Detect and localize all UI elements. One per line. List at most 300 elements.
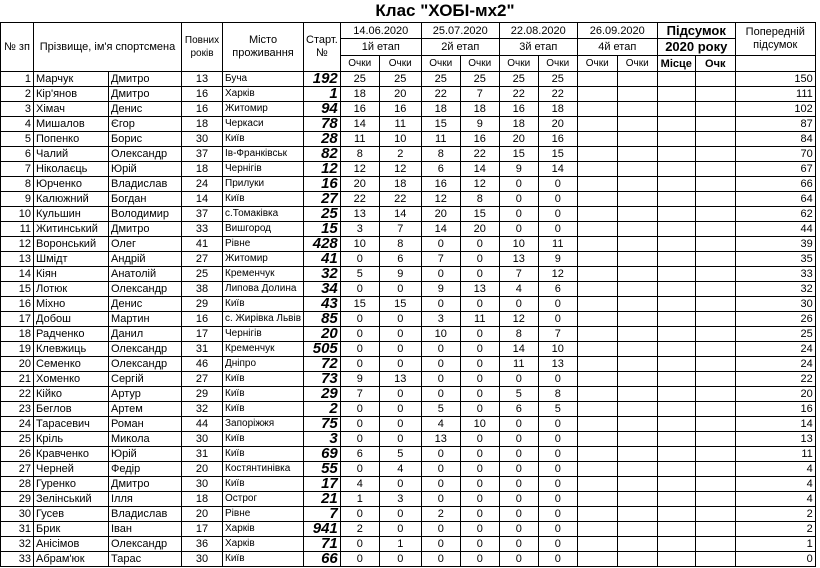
row-stage1-pts-a: 0 [340,312,379,327]
row-city: Острог [223,492,304,507]
row-stage4-pts-b [617,462,657,477]
row-previous-total: 102 [735,102,815,117]
row-city: Харків [223,87,304,102]
row-summary-place [657,402,695,417]
row-stage2-pts-b: 7 [460,87,499,102]
row-stage1-pts-a: 0 [340,252,379,267]
row-stage3-pts-b: 0 [538,297,577,312]
row-num: 17 [1,312,34,327]
row-stage4-pts-a [577,447,617,462]
row-stage4-pts-b [617,432,657,447]
row-summary-place [657,102,695,117]
row-surname: Воронський [34,237,109,252]
row-stage2-pts-a: 25 [421,72,460,87]
row-stage3-pts-a: 0 [499,447,538,462]
row-stage3-pts-b: 7 [538,327,577,342]
row-stage1-pts-a: 0 [340,462,379,477]
row-stage4-pts-b [617,372,657,387]
row-stage1-pts-b: 20 [379,87,421,102]
row-summary-points [695,312,735,327]
row-stage3-pts-b: 5 [538,402,577,417]
row-age: 29 [182,387,223,402]
row-stage3-pts-a: 0 [499,177,538,192]
row-stage1-pts-b: 14 [379,207,421,222]
row-surname: Хімач [34,102,109,117]
row-stage4-pts-a [577,462,617,477]
row-num: 29 [1,492,34,507]
row-surname: Кір'янов [34,87,109,102]
row-stage1-pts-a: 0 [340,342,379,357]
row-num: 7 [1,162,34,177]
row-summary-points [695,117,735,132]
row-city: Харків [223,522,304,537]
row-stage4-pts-a [577,357,617,372]
row-summary-place [657,462,695,477]
row-num: 10 [1,207,34,222]
row-stage3-pts-a: 7 [499,267,538,282]
row-stage3-pts-a: 4 [499,282,538,297]
table-row [1,462,816,477]
row-stage4-pts-a [577,537,617,552]
row-stage1-pts-a: 2 [340,522,379,537]
row-start-number: 82 [304,147,341,162]
row-summary-place [657,372,695,387]
row-firstname: Сергій [109,372,182,387]
row-stage4-pts-b [617,312,657,327]
row-stage2-pts-a: 4 [421,417,460,432]
row-start-number: 55 [304,462,341,477]
row-stage4-pts-b [617,102,657,117]
table-row [1,492,816,507]
row-summary-points [695,102,735,117]
row-stage2-pts-a: 12 [421,192,460,207]
row-previous-total: 111 [735,87,815,102]
row-stage2-pts-a: 0 [421,387,460,402]
row-stage2-pts-a: 18 [421,102,460,117]
row-start-number: 73 [304,372,341,387]
row-surname: Житинський [34,222,109,237]
row-age: 30 [182,552,223,567]
row-summary-points [695,522,735,537]
header-start: Старт. № [304,23,341,72]
row-summary-place [657,267,695,282]
row-city: Житомир [223,252,304,267]
table-row [1,87,816,102]
row-stage1-pts-b: 18 [379,177,421,192]
row-stage1-pts-a: 4 [340,477,379,492]
row-city: Житомир [223,102,304,117]
row-stage4-pts-b [617,162,657,177]
row-city: с. Жирівка Львів [223,312,304,327]
row-age: 30 [182,432,223,447]
row-summary-points [695,477,735,492]
row-stage3-pts-a: 0 [499,297,538,312]
row-stage4-pts-a [577,162,617,177]
row-age: 29 [182,297,223,312]
row-num: 33 [1,552,34,567]
row-summary-place [657,552,695,567]
table-row [1,327,816,342]
row-stage3-pts-b: 11 [538,237,577,252]
row-stage2-pts-b: 0 [460,357,499,372]
row-stage3-pts-b: 10 [538,342,577,357]
row-stage3-pts-a: 13 [499,252,538,267]
row-stage1-pts-a: 5 [340,267,379,282]
row-age: 16 [182,87,223,102]
row-previous-total: 150 [735,72,815,87]
row-num: 5 [1,132,34,147]
row-stage3-pts-a: 8 [499,327,538,342]
row-stage1-pts-a: 8 [340,147,379,162]
row-num: 12 [1,237,34,252]
row-age: 18 [182,117,223,132]
row-stage1-pts-a: 25 [340,72,379,87]
row-stage2-pts-b: 0 [460,552,499,567]
row-stage1-pts-a: 10 [340,237,379,252]
row-stage2-pts-b: 25 [460,72,499,87]
row-stage2-pts-a: 22 [421,87,460,102]
row-firstname: Дмитро [109,477,182,492]
row-stage4-pts-a [577,132,617,147]
row-stage3-pts-b: 14 [538,162,577,177]
row-stage3-pts-b: 0 [538,492,577,507]
row-age: 41 [182,237,223,252]
row-stage2-pts-a: 0 [421,357,460,372]
header-points: Очки [577,56,617,72]
row-stage2-pts-a: 5 [421,402,460,417]
row-stage3-pts-b: 0 [538,447,577,462]
row-age: 46 [182,357,223,372]
row-stage3-pts-b: 18 [538,102,577,117]
row-stage3-pts-a: 10 [499,237,538,252]
row-stage4-pts-a [577,282,617,297]
row-summary-place [657,327,695,342]
row-start-number: 69 [304,447,341,462]
row-previous-total: 44 [735,222,815,237]
row-stage2-pts-a: 0 [421,552,460,567]
row-age: 16 [182,102,223,117]
table-row [1,477,816,492]
row-surname: Кульшин [34,207,109,222]
row-previous-total: 1 [735,537,815,552]
row-stage2-pts-b: 12 [460,177,499,192]
row-surname: Черней [34,462,109,477]
row-stage3-pts-a: 0 [499,492,538,507]
row-num: 6 [1,147,34,162]
table-row [1,387,816,402]
row-num: 1 [1,72,34,87]
row-stage2-pts-a: 0 [421,462,460,477]
row-num: 8 [1,177,34,192]
row-stage4-pts-a [577,222,617,237]
row-stage1-pts-b: 0 [379,282,421,297]
row-start-number: 12 [304,162,341,177]
row-stage4-pts-b [617,297,657,312]
row-city: Київ [223,402,304,417]
row-previous-total: 35 [735,252,815,267]
row-surname: Кріль [34,432,109,447]
row-start-number: 41 [304,252,341,267]
row-city: Київ [223,552,304,567]
row-stage1-pts-b: 10 [379,132,421,147]
row-stage3-pts-a: 0 [499,372,538,387]
row-firstname: Данил [109,327,182,342]
row-num: 23 [1,402,34,417]
row-stage1-pts-b: 6 [379,252,421,267]
row-summary-place [657,357,695,372]
row-stage3-pts-b: 0 [538,222,577,237]
header-age: Повних років [182,23,223,72]
row-stage3-pts-b: 20 [538,117,577,132]
row-stage4-pts-b [617,552,657,567]
row-stage2-pts-a: 0 [421,522,460,537]
row-stage2-pts-a: 0 [421,237,460,252]
row-stage1-pts-b: 0 [379,402,421,417]
row-previous-total: 67 [735,162,815,177]
row-stage1-pts-a: 20 [340,177,379,192]
row-stage3-pts-b: 16 [538,132,577,147]
header-points: Очки [421,56,460,72]
row-stage4-pts-a [577,177,617,192]
table-row [1,522,816,537]
row-stage2-pts-a: 7 [421,252,460,267]
row-start-number: 43 [304,297,341,312]
row-stage2-pts-b: 11 [460,312,499,327]
row-stage2-pts-b: 16 [460,132,499,147]
row-start-number: 428 [304,237,341,252]
row-city: Київ [223,192,304,207]
row-age: 36 [182,537,223,552]
row-stage1-pts-b: 0 [379,507,421,522]
row-stage4-pts-b [617,387,657,402]
row-firstname: Дмитро [109,222,182,237]
row-stage3-pts-a: 14 [499,342,538,357]
row-stage3-pts-a: 0 [499,192,538,207]
row-surname: Клевжиць [34,342,109,357]
row-stage4-pts-b [617,177,657,192]
row-stage3-pts-b: 6 [538,282,577,297]
row-previous-total: 20 [735,387,815,402]
row-stage4-pts-a [577,267,617,282]
row-stage2-pts-a: 0 [421,372,460,387]
table-row [1,162,816,177]
row-firstname: Тарас [109,552,182,567]
row-city: Запоріжжя [223,417,304,432]
row-previous-total: 4 [735,477,815,492]
table-row [1,207,816,222]
row-previous-total: 2 [735,507,815,522]
row-stage3-pts-a: 0 [499,207,538,222]
row-stage1-pts-b: 2 [379,147,421,162]
row-summary-place [657,537,695,552]
row-start-number: 7 [304,507,341,522]
row-summary-place [657,177,695,192]
table-row [1,222,816,237]
row-city: Прилуки [223,177,304,192]
header-place: Місце [657,56,695,72]
row-previous-total: 66 [735,177,815,192]
row-age: 20 [182,462,223,477]
row-summary-place [657,417,695,432]
row-start-number: 78 [304,117,341,132]
row-surname: Калюжний [34,192,109,207]
row-start-number: 75 [304,417,341,432]
row-stage1-pts-a: 0 [340,507,379,522]
row-surname: Міхно [34,297,109,312]
row-city: Чернігів [223,162,304,177]
row-stage2-pts-a: 0 [421,342,460,357]
row-stage4-pts-b [617,72,657,87]
row-stage3-pts-b: 15 [538,147,577,162]
row-stage1-pts-a: 0 [340,537,379,552]
row-firstname: Дмитро [109,87,182,102]
row-stage2-pts-b: 15 [460,207,499,222]
row-summary-place [657,72,695,87]
row-stage1-pts-a: 15 [340,297,379,312]
header-stage1: 1й етап [340,39,421,56]
row-previous-total: 25 [735,327,815,342]
row-summary-place [657,297,695,312]
row-surname: Ніколаєць [34,162,109,177]
row-summary-points [695,222,735,237]
row-stage4-pts-a [577,297,617,312]
row-summary-points [695,267,735,282]
row-firstname: Артем [109,402,182,417]
row-stage4-pts-b [617,117,657,132]
header-points: Очки [538,56,577,72]
table-row [1,447,816,462]
table-row [1,432,816,447]
row-stage2-pts-b: 0 [460,267,499,282]
header-summary-title: Підсумок [657,23,735,39]
row-stage4-pts-a [577,522,617,537]
row-start-number: 15 [304,222,341,237]
row-stage4-pts-a [577,327,617,342]
row-stage1-pts-b: 0 [379,432,421,447]
row-city: Дніпро [223,357,304,372]
row-stage3-pts-b: 0 [538,372,577,387]
row-stage4-pts-b [617,252,657,267]
row-city: Кременчук [223,342,304,357]
row-stage2-pts-b: 0 [460,252,499,267]
row-stage1-pts-b: 11 [379,117,421,132]
row-firstname: Богдан [109,192,182,207]
row-stage3-pts-b: 0 [538,432,577,447]
row-stage1-pts-b: 0 [379,417,421,432]
table-row [1,552,816,567]
row-previous-total: 4 [735,492,815,507]
row-previous-total: 84 [735,132,815,147]
row-age: 37 [182,207,223,222]
row-city: Черкаси [223,117,304,132]
row-summary-points [695,297,735,312]
row-stage3-pts-b: 22 [538,87,577,102]
row-surname: Гуренко [34,477,109,492]
row-firstname: Андрій [109,252,182,267]
table-row [1,192,816,207]
row-stage3-pts-a: 18 [499,117,538,132]
row-city: Київ [223,477,304,492]
table-title: Клас "ХОБІ-мх2" [375,1,515,20]
row-num: 19 [1,342,34,357]
row-city: с.Томаківка [223,207,304,222]
row-firstname: Олександр [109,282,182,297]
row-summary-points [695,252,735,267]
row-stage1-pts-a: 9 [340,372,379,387]
row-firstname: Олександр [109,537,182,552]
row-stage1-pts-a: 22 [340,192,379,207]
row-stage2-pts-a: 13 [421,432,460,447]
row-summary-points [695,87,735,102]
row-firstname: Мартин [109,312,182,327]
row-stage2-pts-b: 0 [460,522,499,537]
row-surname: Кравченко [34,447,109,462]
row-stage1-pts-b: 0 [379,357,421,372]
row-start-number: 2 [304,402,341,417]
row-num: 18 [1,327,34,342]
row-stage4-pts-a [577,147,617,162]
row-age: 31 [182,342,223,357]
row-stage4-pts-b [617,492,657,507]
row-summary-place [657,222,695,237]
row-city: Ів-Франківськ [223,147,304,162]
row-surname: Тарасевич [34,417,109,432]
row-surname: Мишалов [34,117,109,132]
row-stage1-pts-a: 7 [340,387,379,402]
row-summary-points [695,237,735,252]
row-stage4-pts-a [577,402,617,417]
row-summary-points [695,432,735,447]
row-surname: Марчук [34,72,109,87]
row-stage2-pts-b: 0 [460,297,499,312]
row-stage4-pts-b [617,282,657,297]
row-surname: Попенко [34,132,109,147]
row-previous-total: 4 [735,462,815,477]
row-start-number: 71 [304,537,341,552]
header-stage1-date: 14.06.2020 [340,23,421,39]
row-summary-points [695,537,735,552]
row-stage2-pts-b: 13 [460,282,499,297]
row-stage1-pts-a: 18 [340,87,379,102]
header-stage3: 3й етап [499,39,577,56]
row-previous-total: 26 [735,312,815,327]
row-summary-place [657,282,695,297]
row-firstname: Олег [109,237,182,252]
row-stage1-pts-b: 22 [379,192,421,207]
row-stage2-pts-b: 0 [460,477,499,492]
table-row [1,402,816,417]
row-firstname: Дмитро [109,72,182,87]
row-firstname: Артур [109,387,182,402]
row-stage4-pts-a [577,477,617,492]
row-previous-total: 24 [735,357,815,372]
row-stage1-pts-b: 0 [379,387,421,402]
row-start-number: 505 [304,342,341,357]
row-stage3-pts-a: 11 [499,357,538,372]
row-summary-place [657,447,695,462]
row-stage3-pts-a: 15 [499,147,538,162]
row-surname: Брик [34,522,109,537]
row-stage3-pts-b: 9 [538,252,577,267]
row-summary-points [695,447,735,462]
row-stage2-pts-a: 0 [421,447,460,462]
row-stage3-pts-b: 0 [538,312,577,327]
row-num: 24 [1,417,34,432]
row-stage4-pts-b [617,132,657,147]
row-start-number: 25 [304,207,341,222]
row-previous-total: 30 [735,297,815,312]
row-start-number: 192 [304,72,341,87]
